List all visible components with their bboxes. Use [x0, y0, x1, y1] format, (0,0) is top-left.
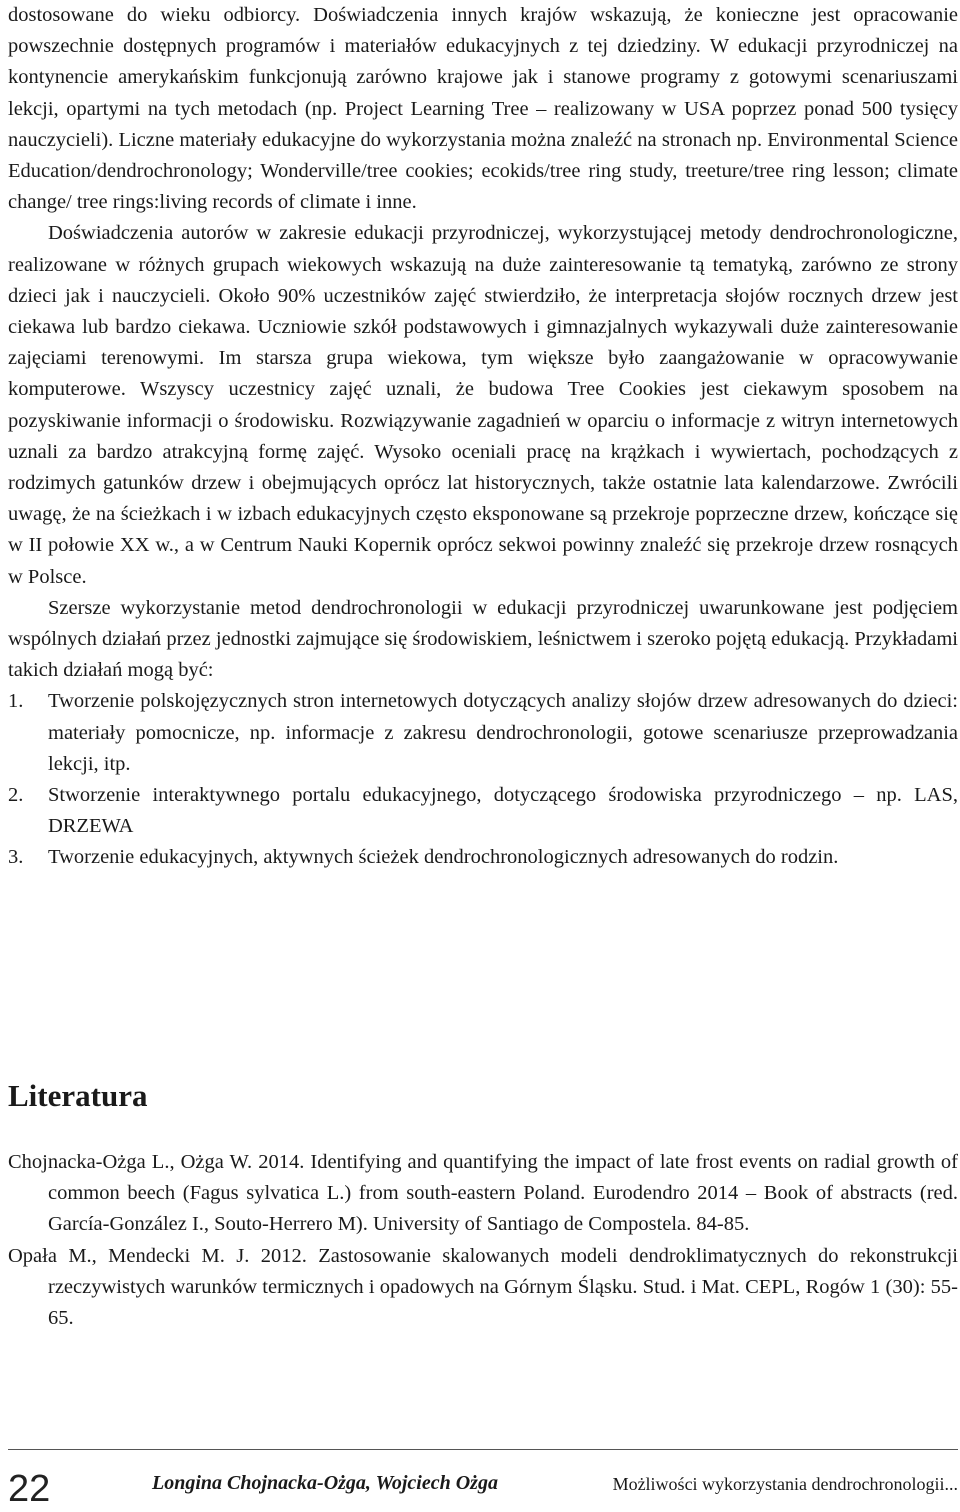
list-item-text: Tworzenie edukacyjnych, aktywnych ścieżek dendrochronologicznych adresowanych do rodzin.: [48, 846, 839, 869]
list-item-text: Stworzenie interaktywnego portalu edukacyjnego, dotyczącego środowiska przyrodniczego – np. LAS, DRZEWA: [48, 784, 958, 838]
literature-heading: Literatura: [8, 1078, 148, 1113]
list-item: [8, 842, 958, 873]
footer-running-title: Możliwości wykorzystania dendrochronologii...: [612, 1474, 958, 1494]
body-paragraph-3: Szersze wykorzystanie metod dendrochronologii w edukacji przyrodniczej uwarunkowane jest podjęciem wspólnych działań przez jednostki zajmujące się środowiskiem, leśnictwem i szeroko pojętą edukacją. Przykładami takich działań mogą być:: [8, 596, 958, 682]
page-body: [8, 0, 958, 1330]
footer-authors: Longina Chojnacka-Ożga, Wojciech Ożga: [152, 1472, 498, 1494]
list-item-number: 3.: [8, 846, 24, 869]
list-item-number: 2.: [8, 784, 24, 807]
actions-list: [8, 686, 958, 873]
list-item: [8, 780, 958, 842]
reference-item: Opała M., Mendecki M. J. 2012. Zastosowanie skalowanych modeli dendroklimatycznych do rekonstrukcji rzeczywistych warunków termicznych i opadowych na Górnym Śląsku. Stud. i Mat. CEPL, Rogów 1 (30): 55-65.: [8, 1244, 958, 1330]
body-paragraph-2: Doświadczenia autorów w zakresie edukacji przyrodniczej, wykorzystującej metody dendrochronologiczne, realizowane w różnych grupach wiekowych wskazują na duże zainteresowanie tą tematyką, zarówno ze strony dzieci jak i nauczycieli. Około 90% uczestników zajęć stwierdziło, że interpretacja słojów rocznych drzew jest ciekawa lub bardzo ciekawa. Uczniowie szkół podstawowych i gimnazjalnych wykazywali duże zainteresowanie zajęciami terenowymi. Im starsza grupa wiekowa, tym większe było zaangażowanie w opracowywanie komputerowe. Wszyscy uczestnicy zajęć uznali, że budowa Tree Cookies jest ciekawym sposobem na pozyskiwanie informacji o środowisku. Rozwiązywanie zagadnień w oparciu o informacje z witryn internetowych uznali za bardzo atrakcyjną formę zajęć. Wysoko oceniali pracę na krążkach i wywiertach, pochodzących z rodzimych gatunków drzew i obejmujących oprócz lat historycznych, także ostatnie lata kalendarzowe. Zwrócili uwagę, że na ścieżkach i w izbach edukacyjnych często eksponowane są przekroje poprzeczne drzew, kończące się w II połowie XX w., a w Centrum Nauki Kopernik oprócz sekwoi powinny znaleźć się przekroje drzew rosnących w Polsce.: [8, 222, 958, 588]
reference-item: Chojnacka-Ożga L., Ożga W. 2014. Identifying and quantifying the impact of late frost events on radial growth of common beech (Fagus sylvatica L.) from south-eastern Poland. Eurodendro 2014 – Book of abstracts (red. García-González I., Souto-Herrero M). University of Santiago de Compostela. 84-85.: [8, 1151, 958, 1236]
body-paragraph-1: dostosowane do wieku odbiorcy. Doświadczenia innych krajów wskazują, że konieczne jest opracowanie powszechnie dostępnych programów i materiałów edukacyjnych z tej dziedziny. W edukacji przyrodniczej na kontynencie amerykańskim funkcjonują zarówno krajowe jak i stanowe programy z gotowymi scenariuszami lekcji, opartymi na tych metodach (np. Project Learning Tree – realizowany w USA poprzez ponad 500 tysięcy nauczycieli). Liczne materiały edukacyjne do wykorzystania można znaleźć na stronach np. Environmental Science Education/dendrochronology; Wonderville/tree cookies; ecokids/tree ring study, treeture/tree ring lesson; climate change/ tree rings:living records of climate i inne.: [8, 4, 958, 214]
reference-list: [8, 1147, 958, 1334]
page-number: 22: [8, 1468, 51, 1510]
list-item-number: 1.: [8, 690, 24, 713]
list-item: [8, 686, 958, 780]
footer-divider: [8, 1449, 958, 1450]
list-item-text: Tworzenie polskojęzycznych stron internetowych dotyczących analizy słojów drzew adresowanych do dzieci: materiały pomocnicze, np. informacje z zakresu dendrochronologii, gotowe scenariusze przeprowadzania lekcji, itp.: [48, 690, 958, 775]
